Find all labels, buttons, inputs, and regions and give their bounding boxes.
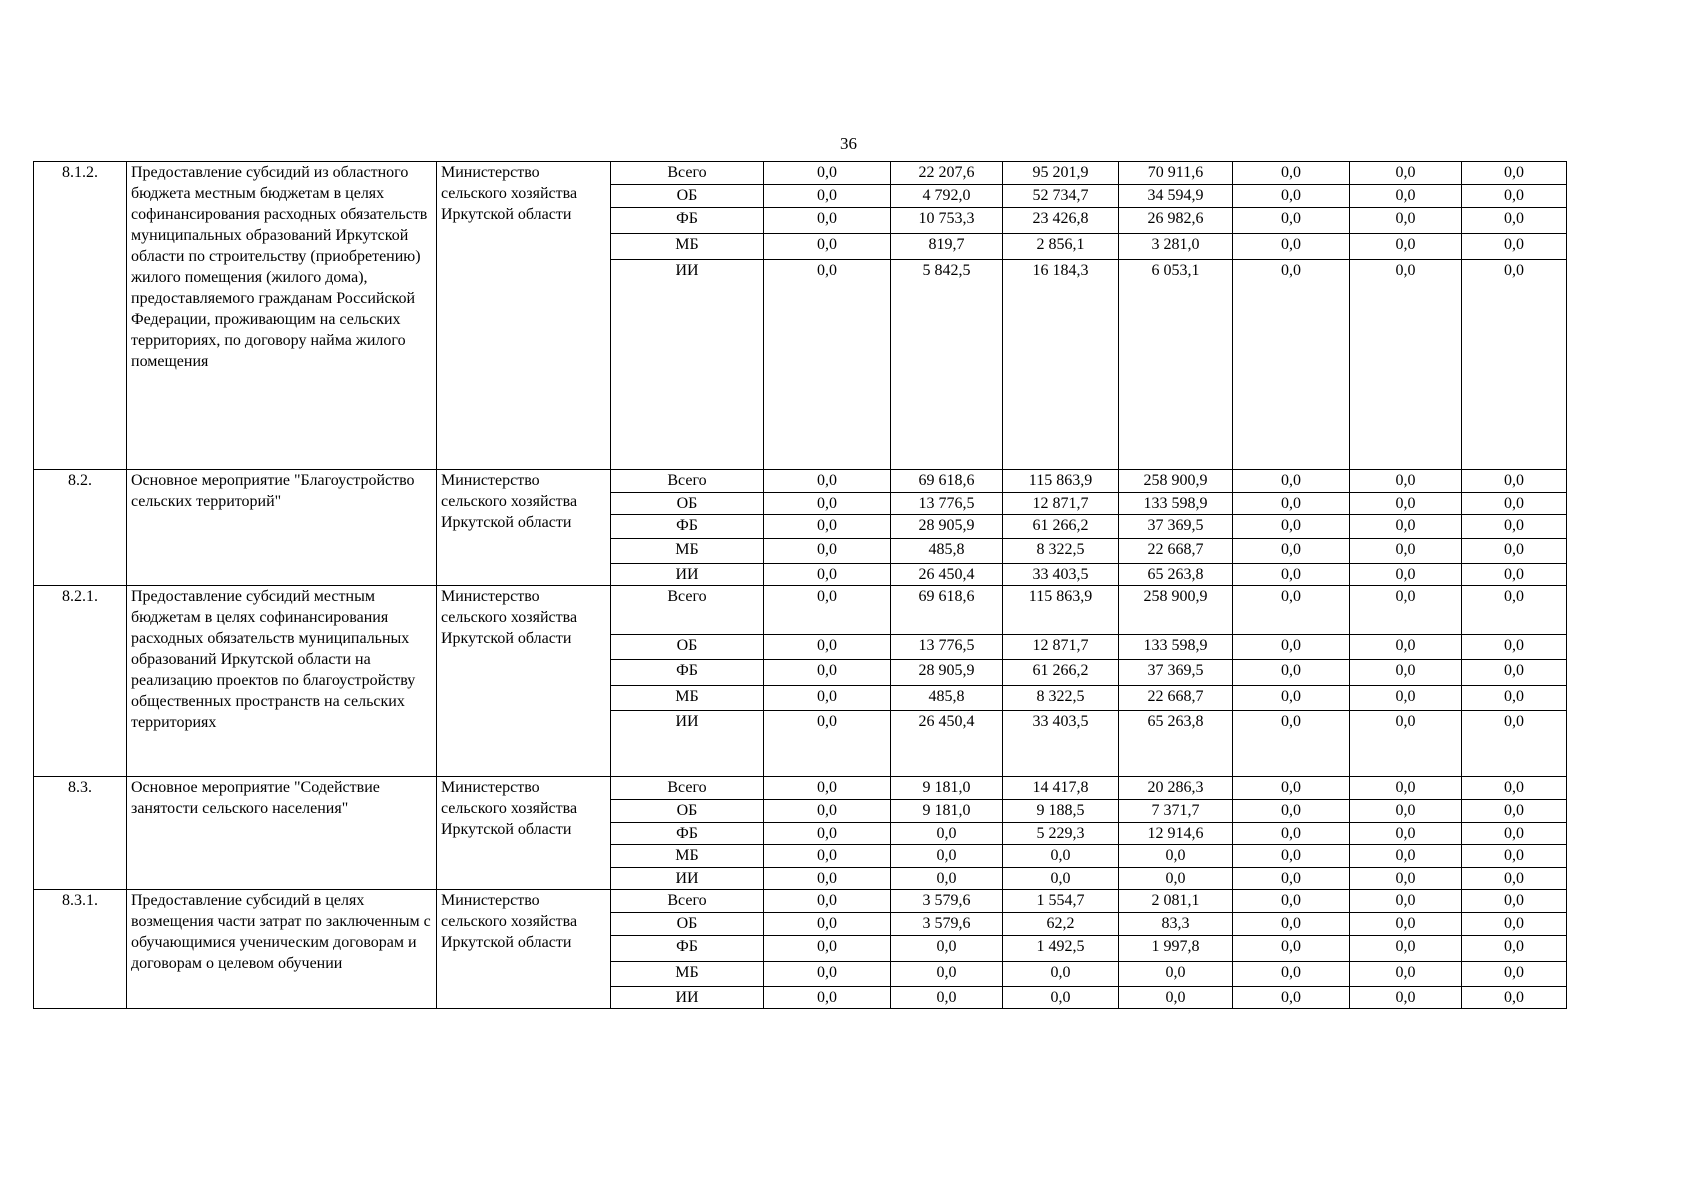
amount-cell: 1 997,8 bbox=[1119, 936, 1233, 962]
amount-cell: 0,0 bbox=[1003, 962, 1119, 987]
amount-cell: 0,0 bbox=[1003, 868, 1119, 890]
item-name: Предоставление субсидий местным бюджетам в целях софинансирования расходных обязательств муниципальных образований Иркутской области на реализацию проектов по благоустройству общественных пространств на сельских территориях bbox=[127, 586, 437, 777]
amount-cell: 0,0 bbox=[891, 845, 1003, 868]
item-code: 8.3. bbox=[34, 777, 127, 890]
item-name: Предоставление субсидий в целях возмещения части затрат по заключенным с обучающимися ученическим договорам и договорам о целевом обучении bbox=[127, 890, 437, 1009]
amount-cell: 0,0 bbox=[1233, 515, 1350, 539]
amount-cell: 0,0 bbox=[891, 936, 1003, 962]
amount-cell: 4 792,0 bbox=[891, 185, 1003, 208]
funding-source: ФБ bbox=[611, 208, 764, 234]
amount-cell: 33 403,5 bbox=[1003, 564, 1119, 586]
amount-cell: 0,0 bbox=[1462, 635, 1567, 660]
amount-cell: 0,0 bbox=[1462, 711, 1567, 777]
amount-cell: 115 863,9 bbox=[1003, 470, 1119, 493]
amount-cell: 0,0 bbox=[1233, 635, 1350, 660]
amount-cell: 3 579,6 bbox=[891, 913, 1003, 936]
funding-source: МБ bbox=[611, 539, 764, 564]
amount-cell: 0,0 bbox=[1462, 686, 1567, 711]
funding-source: ФБ bbox=[611, 660, 764, 686]
amount-cell: 0,0 bbox=[764, 185, 891, 208]
amount-cell: 37 369,5 bbox=[1119, 660, 1233, 686]
amount-cell: 26 450,4 bbox=[891, 564, 1003, 586]
amount-cell: 0,0 bbox=[1233, 162, 1350, 185]
amount-cell: 485,8 bbox=[891, 539, 1003, 564]
funding-source: ОБ bbox=[611, 185, 764, 208]
amount-cell: 0,0 bbox=[764, 162, 891, 185]
funding-source: ОБ bbox=[611, 635, 764, 660]
amount-cell: 0,0 bbox=[764, 234, 891, 260]
amount-cell: 0,0 bbox=[1462, 868, 1567, 890]
amount-cell: 0,0 bbox=[764, 586, 891, 635]
amount-cell: 0,0 bbox=[1350, 208, 1462, 234]
amount-cell: 5 229,3 bbox=[1003, 823, 1119, 845]
amount-cell: 0,0 bbox=[1233, 185, 1350, 208]
amount-cell: 0,0 bbox=[1350, 162, 1462, 185]
amount-cell: 133 598,9 bbox=[1119, 493, 1233, 515]
amount-cell: 28 905,9 bbox=[891, 660, 1003, 686]
funding-source: ИИ bbox=[611, 564, 764, 586]
amount-cell: 0,0 bbox=[1350, 185, 1462, 208]
amount-cell: 0,0 bbox=[1119, 868, 1233, 890]
table-row bbox=[34, 890, 1567, 913]
amount-cell: 12 914,6 bbox=[1119, 823, 1233, 845]
funding-source: МБ bbox=[611, 962, 764, 987]
amount-cell: 0,0 bbox=[1233, 208, 1350, 234]
amount-cell: 1 554,7 bbox=[1003, 890, 1119, 913]
responsible-org: Министерство сельского хозяйства Иркутской области bbox=[437, 890, 611, 1009]
amount-cell: 0,0 bbox=[1462, 162, 1567, 185]
amount-cell: 23 426,8 bbox=[1003, 208, 1119, 234]
amount-cell: 5 842,5 bbox=[891, 260, 1003, 470]
amount-cell: 0,0 bbox=[1233, 936, 1350, 962]
amount-cell: 28 905,9 bbox=[891, 515, 1003, 539]
amount-cell: 0,0 bbox=[764, 711, 891, 777]
amount-cell: 0,0 bbox=[1350, 800, 1462, 823]
funding-source: ФБ bbox=[611, 936, 764, 962]
amount-cell: 0,0 bbox=[1119, 962, 1233, 987]
responsible-org: Министерство сельского хозяйства Иркутской области bbox=[437, 470, 611, 586]
amount-cell: 0,0 bbox=[1350, 660, 1462, 686]
amount-cell: 9 181,0 bbox=[891, 777, 1003, 800]
amount-cell: 0,0 bbox=[1462, 564, 1567, 586]
amount-cell: 0,0 bbox=[1233, 845, 1350, 868]
funding-source: ФБ bbox=[611, 823, 764, 845]
amount-cell: 0,0 bbox=[764, 845, 891, 868]
funding-source: Всего bbox=[611, 586, 764, 635]
amount-cell: 0,0 bbox=[1350, 868, 1462, 890]
amount-cell: 0,0 bbox=[1233, 777, 1350, 800]
amount-cell: 0,0 bbox=[764, 777, 891, 800]
amount-cell: 0,0 bbox=[764, 913, 891, 936]
amount-cell: 3 579,6 bbox=[891, 890, 1003, 913]
amount-cell: 0,0 bbox=[1233, 913, 1350, 936]
funding-source: ОБ bbox=[611, 800, 764, 823]
amount-cell: 22 207,6 bbox=[891, 162, 1003, 185]
item-code: 8.1.2. bbox=[34, 162, 127, 470]
amount-cell: 0,0 bbox=[1233, 987, 1350, 1009]
amount-cell: 0,0 bbox=[764, 800, 891, 823]
amount-cell: 0,0 bbox=[1233, 260, 1350, 470]
amount-cell: 2 856,1 bbox=[1003, 234, 1119, 260]
item-name: Предоставление субсидий из областного бюджета местным бюджетам в целях софинансирования расходных обязательств муниципальных образований Иркутской области по строительству (приобретению) жилого помещения (жилого дома), предоставляемого гражданам Российской Федерации, проживающим на сельских территориях, по договору найма жилого помещения bbox=[127, 162, 437, 470]
budget-table bbox=[33, 161, 1567, 1009]
item-name: Основное мероприятие "Благоустройство сельских территорий" bbox=[127, 470, 437, 586]
amount-cell: 0,0 bbox=[891, 962, 1003, 987]
amount-cell: 0,0 bbox=[1462, 962, 1567, 987]
amount-cell: 0,0 bbox=[1462, 845, 1567, 868]
amount-cell: 0,0 bbox=[1233, 962, 1350, 987]
amount-cell: 20 286,3 bbox=[1119, 777, 1233, 800]
amount-cell: 0,0 bbox=[891, 823, 1003, 845]
amount-cell: 0,0 bbox=[764, 890, 891, 913]
amount-cell: 0,0 bbox=[1462, 208, 1567, 234]
amount-cell: 0,0 bbox=[1350, 515, 1462, 539]
amount-cell: 0,0 bbox=[891, 868, 1003, 890]
amount-cell: 26 982,6 bbox=[1119, 208, 1233, 234]
amount-cell: 0,0 bbox=[1462, 234, 1567, 260]
amount-cell: 62,2 bbox=[1003, 913, 1119, 936]
funding-source: Всего bbox=[611, 890, 764, 913]
amount-cell: 13 776,5 bbox=[891, 493, 1003, 515]
funding-source: ФБ bbox=[611, 515, 764, 539]
amount-cell: 0,0 bbox=[1233, 686, 1350, 711]
funding-source: Всего bbox=[611, 162, 764, 185]
funding-source: МБ bbox=[611, 686, 764, 711]
amount-cell: 485,8 bbox=[891, 686, 1003, 711]
page-number: 36 bbox=[840, 134, 857, 153]
amount-cell: 258 900,9 bbox=[1119, 470, 1233, 493]
amount-cell: 0,0 bbox=[1462, 660, 1567, 686]
responsible-org: Министерство сельского хозяйства Иркутской области bbox=[437, 162, 611, 470]
amount-cell: 115 863,9 bbox=[1003, 586, 1119, 635]
amount-cell: 83,3 bbox=[1119, 913, 1233, 936]
amount-cell: 0,0 bbox=[1462, 777, 1567, 800]
amount-cell: 0,0 bbox=[764, 660, 891, 686]
amount-cell: 0,0 bbox=[764, 564, 891, 586]
amount-cell: 0,0 bbox=[1462, 470, 1567, 493]
amount-cell: 0,0 bbox=[764, 635, 891, 660]
amount-cell: 0,0 bbox=[1350, 470, 1462, 493]
table-row bbox=[34, 777, 1567, 800]
amount-cell: 0,0 bbox=[1233, 660, 1350, 686]
amount-cell: 52 734,7 bbox=[1003, 185, 1119, 208]
amount-cell: 0,0 bbox=[1462, 987, 1567, 1009]
amount-cell: 0,0 bbox=[1462, 493, 1567, 515]
amount-cell: 0,0 bbox=[1350, 260, 1462, 470]
amount-cell: 0,0 bbox=[1233, 493, 1350, 515]
amount-cell: 0,0 bbox=[764, 515, 891, 539]
funding-source: Всего bbox=[611, 470, 764, 493]
amount-cell: 10 753,3 bbox=[891, 208, 1003, 234]
amount-cell: 22 668,7 bbox=[1119, 686, 1233, 711]
funding-source: Всего bbox=[611, 777, 764, 800]
amount-cell: 33 403,5 bbox=[1003, 711, 1119, 777]
amount-cell: 0,0 bbox=[1233, 234, 1350, 260]
amount-cell: 7 371,7 bbox=[1119, 800, 1233, 823]
amount-cell: 12 871,7 bbox=[1003, 493, 1119, 515]
amount-cell: 26 450,4 bbox=[891, 711, 1003, 777]
funding-source: МБ bbox=[611, 845, 764, 868]
amount-cell: 0,0 bbox=[1233, 890, 1350, 913]
responsible-org: Министерство сельского хозяйства Иркутской области bbox=[437, 586, 611, 777]
amount-cell: 65 263,8 bbox=[1119, 564, 1233, 586]
table-body bbox=[34, 162, 1567, 1009]
amount-cell: 0,0 bbox=[1350, 845, 1462, 868]
amount-cell: 0,0 bbox=[1350, 686, 1462, 711]
amount-cell: 13 776,5 bbox=[891, 635, 1003, 660]
amount-cell: 0,0 bbox=[1350, 823, 1462, 845]
amount-cell: 0,0 bbox=[1233, 539, 1350, 564]
amount-cell: 0,0 bbox=[764, 208, 891, 234]
item-code: 8.2. bbox=[34, 470, 127, 586]
amount-cell: 0,0 bbox=[1462, 260, 1567, 470]
amount-cell: 0,0 bbox=[1462, 800, 1567, 823]
amount-cell: 65 263,8 bbox=[1119, 711, 1233, 777]
amount-cell: 0,0 bbox=[1350, 493, 1462, 515]
amount-cell: 0,0 bbox=[764, 823, 891, 845]
amount-cell: 0,0 bbox=[764, 686, 891, 711]
amount-cell: 8 322,5 bbox=[1003, 539, 1119, 564]
amount-cell: 0,0 bbox=[1233, 470, 1350, 493]
amount-cell: 133 598,9 bbox=[1119, 635, 1233, 660]
funding-source: ОБ bbox=[611, 913, 764, 936]
amount-cell: 0,0 bbox=[1003, 845, 1119, 868]
amount-cell: 0,0 bbox=[1350, 635, 1462, 660]
amount-cell: 0,0 bbox=[1350, 987, 1462, 1009]
amount-cell: 0,0 bbox=[1350, 711, 1462, 777]
amount-cell: 0,0 bbox=[1462, 539, 1567, 564]
amount-cell: 34 594,9 bbox=[1119, 185, 1233, 208]
amount-cell: 16 184,3 bbox=[1003, 260, 1119, 470]
amount-cell: 0,0 bbox=[1462, 823, 1567, 845]
funding-source: ИИ bbox=[611, 711, 764, 777]
amount-cell: 37 369,5 bbox=[1119, 515, 1233, 539]
table-row bbox=[34, 586, 1567, 635]
funding-source: МБ bbox=[611, 234, 764, 260]
item-name: Основное мероприятие "Содействие занятости сельского населения" bbox=[127, 777, 437, 890]
amount-cell: 0,0 bbox=[1233, 800, 1350, 823]
amount-cell: 8 322,5 bbox=[1003, 686, 1119, 711]
amount-cell: 0,0 bbox=[764, 987, 891, 1009]
amount-cell: 95 201,9 bbox=[1003, 162, 1119, 185]
table-row bbox=[34, 162, 1567, 185]
amount-cell: 0,0 bbox=[1233, 711, 1350, 777]
amount-cell: 0,0 bbox=[1233, 586, 1350, 635]
amount-cell: 0,0 bbox=[1350, 913, 1462, 936]
amount-cell: 22 668,7 bbox=[1119, 539, 1233, 564]
amount-cell: 0,0 bbox=[1462, 185, 1567, 208]
amount-cell: 9 188,5 bbox=[1003, 800, 1119, 823]
amount-cell: 0,0 bbox=[1462, 515, 1567, 539]
amount-cell: 0,0 bbox=[764, 868, 891, 890]
responsible-org: Министерство сельского хозяйства Иркутской области bbox=[437, 777, 611, 890]
amount-cell: 0,0 bbox=[1233, 868, 1350, 890]
funding-source: ИИ bbox=[611, 868, 764, 890]
amount-cell: 70 911,6 bbox=[1119, 162, 1233, 185]
amount-cell: 0,0 bbox=[764, 493, 891, 515]
amount-cell: 0,0 bbox=[764, 260, 891, 470]
item-code: 8.3.1. bbox=[34, 890, 127, 1009]
table-row bbox=[34, 470, 1567, 493]
amount-cell: 0,0 bbox=[1462, 913, 1567, 936]
amount-cell: 14 417,8 bbox=[1003, 777, 1119, 800]
amount-cell: 69 618,6 bbox=[891, 470, 1003, 493]
amount-cell: 6 053,1 bbox=[1119, 260, 1233, 470]
amount-cell: 0,0 bbox=[1350, 234, 1462, 260]
amount-cell: 0,0 bbox=[1350, 539, 1462, 564]
amount-cell: 2 081,1 bbox=[1119, 890, 1233, 913]
amount-cell: 258 900,9 bbox=[1119, 586, 1233, 635]
amount-cell: 0,0 bbox=[891, 987, 1003, 1009]
amount-cell: 0,0 bbox=[1350, 890, 1462, 913]
funding-source: ИИ bbox=[611, 260, 764, 470]
amount-cell: 0,0 bbox=[1462, 936, 1567, 962]
amount-cell: 69 618,6 bbox=[891, 586, 1003, 635]
amount-cell: 3 281,0 bbox=[1119, 234, 1233, 260]
amount-cell: 0,0 bbox=[764, 470, 891, 493]
amount-cell: 0,0 bbox=[1462, 890, 1567, 913]
item-code: 8.2.1. bbox=[34, 586, 127, 777]
amount-cell: 0,0 bbox=[764, 962, 891, 987]
funding-source: ИИ bbox=[611, 987, 764, 1009]
amount-cell: 0,0 bbox=[1350, 586, 1462, 635]
amount-cell: 0,0 bbox=[1462, 586, 1567, 635]
amount-cell: 0,0 bbox=[1350, 962, 1462, 987]
amount-cell: 61 266,2 bbox=[1003, 660, 1119, 686]
funding-source: ОБ bbox=[611, 493, 764, 515]
amount-cell: 0,0 bbox=[1119, 987, 1233, 1009]
amount-cell: 0,0 bbox=[1350, 564, 1462, 586]
amount-cell: 0,0 bbox=[764, 539, 891, 564]
amount-cell: 0,0 bbox=[764, 936, 891, 962]
amount-cell: 12 871,7 bbox=[1003, 635, 1119, 660]
amount-cell: 0,0 bbox=[1233, 564, 1350, 586]
amount-cell: 0,0 bbox=[1003, 987, 1119, 1009]
amount-cell: 9 181,0 bbox=[891, 800, 1003, 823]
amount-cell: 0,0 bbox=[1350, 777, 1462, 800]
amount-cell: 0,0 bbox=[1233, 823, 1350, 845]
amount-cell: 0,0 bbox=[1119, 845, 1233, 868]
amount-cell: 61 266,2 bbox=[1003, 515, 1119, 539]
amount-cell: 1 492,5 bbox=[1003, 936, 1119, 962]
amount-cell: 0,0 bbox=[1350, 936, 1462, 962]
amount-cell: 819,7 bbox=[891, 234, 1003, 260]
